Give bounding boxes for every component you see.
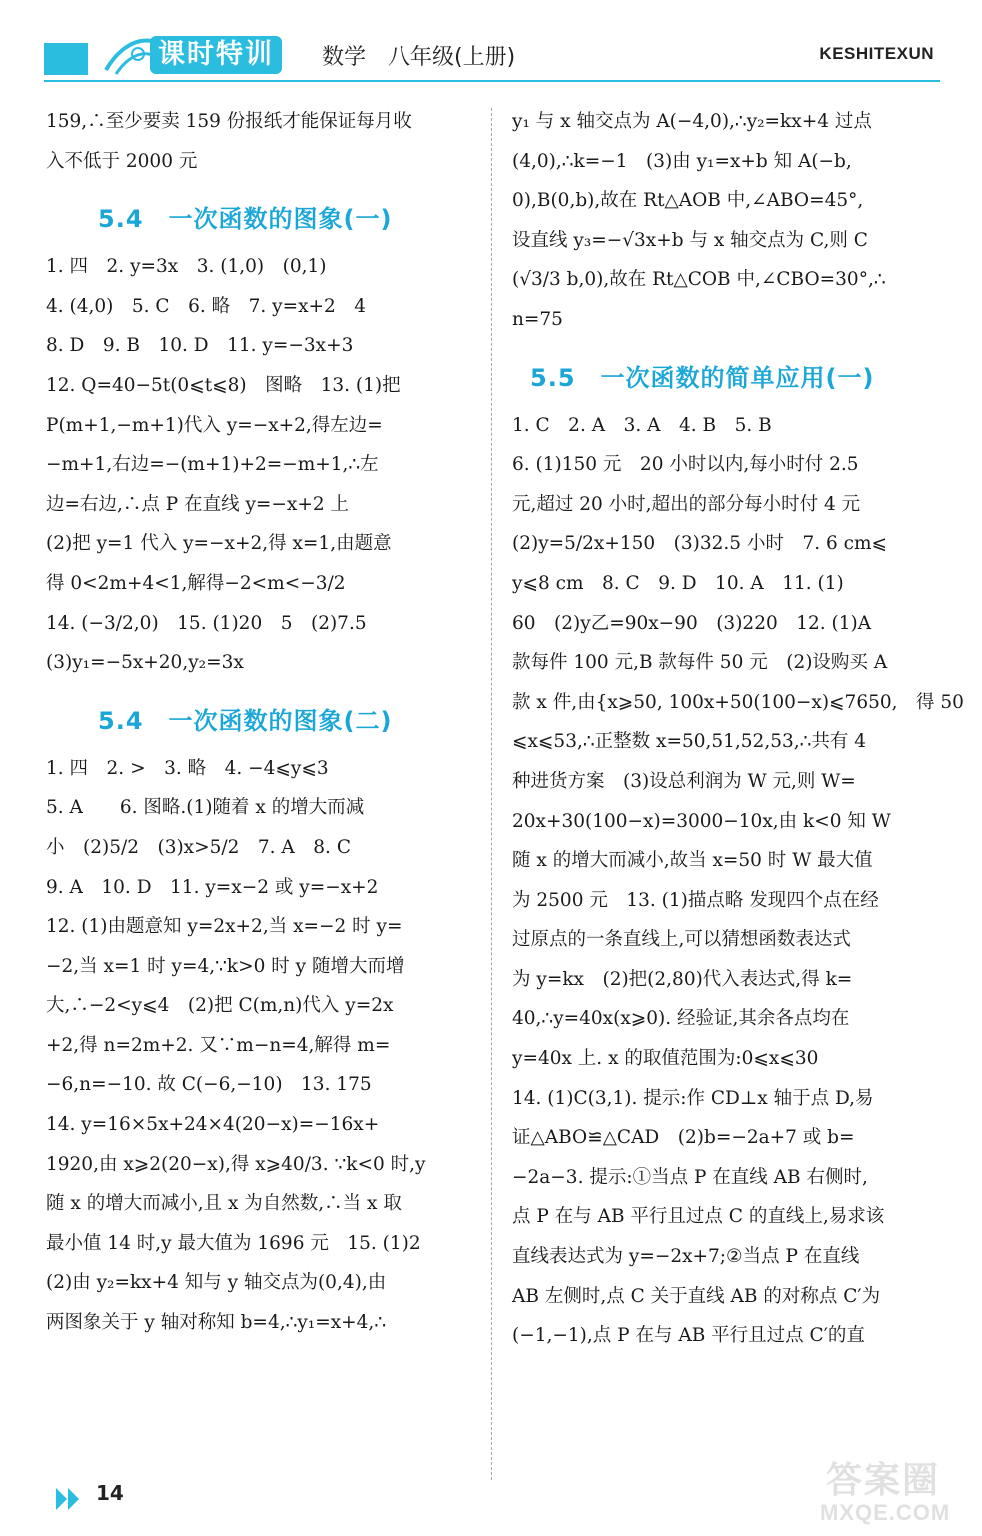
text-line: 证△ABO≌△CAD (2)b=−2a+7 或 b= [512,1127,855,1149]
text-line: P(m+1,−m+1)代入 y=−x+2,得左边= [46,414,383,436]
watermark-url: MXQE.COM [820,1500,951,1525]
text-line: 大,∴−2<y⩽4 (2)把 C(m,n)代入 y=2x [46,995,394,1017]
text-line: (2)y=5/2x+150 (3)32.5 小时 7. 6 cm⩽ [512,533,888,555]
text-line: 60 (2)y乙=90x−90 (3)220 12. (1)A [512,612,872,634]
section-heading: 5.5 一次函数的简单应用(一) [530,363,875,392]
section-heading: 5.4 一次函数的图象(二) [98,706,393,735]
text-line: 边=右边,∴点 P 在直线 y=−x+2 上 [46,493,350,515]
text-line: y=40x 上. x 的取值范围为:0⩽x⩽30 [512,1048,819,1070]
text-line: 14. (−3/2,0) 15. (1)20 5 (2)7.5 [46,612,367,634]
text-line: 得 0<2m+4<1,解得−2<m<−3/2 [46,572,346,594]
section-heading: 5.4 一次函数的图象(一) [98,205,393,234]
text-line: 12. Q=40−5t(0⩽t⩽8) 图略 13. (1)把 [46,374,401,396]
text-line: 两图象关于 y 轴对称知 b=4,∴y₁=x+4,∴ [46,1312,387,1334]
text-line: −m+1,右边=−(m+1)+2=−m+1,∴左 [46,454,379,476]
text-line: 20x+30(100−x)=3000−10x,由 k<0 知 W [512,810,891,832]
text-line: 种进货方案 (3)设总利润为 W 元,则 W= [512,770,856,792]
text-line: 4. (4,0) 5. C 6. 略 7. y=x+2 4 [46,295,367,317]
text-line: 随 x 的增大而减小,故当 x=50 时 W 最大值 [512,850,873,872]
text-line: (4,0),∴k=−1 (3)由 y₁=x+b 知 A(−b, [512,150,852,172]
text-line: 1. 四 2. y=3x 3. (1,0) (0,1) [46,256,327,278]
text-line: (√3/3 b,0),故在 Rt△COB 中,∠CBO=30°,∴ [512,269,886,291]
header-title: 数学 八年级(上册) [322,45,516,70]
text-line: 14. y=16×5x+24×4(20−x)=−16x+ [46,1114,380,1136]
text-line: 14. (1)C(3,1). 提示:作 CD⊥x 轴于点 D,易 [512,1087,874,1109]
text-line: 直线表达式为 y=−2x+7;②当点 P 在直线 [512,1246,860,1268]
text-line: 随 x 的增大而减小,且 x 为自然数,∴当 x 取 [46,1193,402,1215]
text-line: 设直线 y₃=−√3x+b 与 x 轴交点为 C,则 C [512,229,868,251]
text-line: 点 P 在与 AB 平行且过点 C 的直线上,易求该 [512,1206,885,1228]
text-line: (−1,−1),点 P 在与 AB 平行且过点 C′的直 [512,1325,865,1347]
text-line: (2)由 y₂=kx+4 知与 y 轴交点为(0,4),由 [46,1272,387,1294]
text-line: n=75 [512,308,563,330]
text-line: 1. C 2. A 3. A 4. B 5. B [512,414,772,436]
page-number: 14 [96,1481,124,1505]
text-line: 入不低于 2000 元 [46,150,198,172]
text-line: 元,超过 20 小时,超出的部分每小时付 4 元 [512,493,861,515]
text-line: y⩽8 cm 8. C 9. D 10. A 11. (1) [512,572,844,594]
text-line: AB 左侧时,点 C 关于直线 AB 的对称点 C′为 [512,1285,881,1307]
text-line: 小 (2)5/2 (3)x>5/2 7. A 8. C [46,836,351,858]
text-line: 1. 四 2. > 3. 略 4. −4⩽y⩽3 [46,757,329,779]
column-divider [491,108,492,1480]
page-header [0,0,982,95]
text-line: y₁ 与 x 轴交点为 A(−4,0),∴y₂=kx+4 过点 [512,111,872,132]
watermark [790,1452,970,1536]
text-line: 40,∴y=40x(x⩾0). 经验证,其余各点均在 [512,1008,850,1030]
text-line: 款 x 件,由{x⩾50, 100x+50(100−x)⩽7650, 得 50 [512,691,964,713]
text-line: +2,得 n=2m+2. 又∵m−n=4,解得 m= [46,1034,391,1056]
text-line: 为 y=kx (2)把(2,80)代入表达式,得 k= [512,968,853,990]
right-column [512,102,964,1356]
left-column [46,102,476,1343]
text-line: −6,n=−10. 故 C(−6,−10) 13. 175 [46,1074,372,1096]
text-line: 最小值 14 时,y 最大值为 1696 元 15. (1)2 [46,1232,421,1254]
header-rule [44,80,940,82]
watermark-logo-text: 答案圈 [826,1460,941,1501]
text-line: 0),B(0,b),故在 Rt△AOB 中,∠ABO=45°, [512,190,864,212]
text-line: 1920,由 x⩾2(20−x),得 x⩾40/3. ∵k<0 时,y [46,1153,426,1175]
text-line: ⩽x⩽53,∴正整数 x=50,51,52,53,∴共有 4 [512,731,867,753]
logo-text: 课时特训 [150,36,282,74]
header-brand: KESHITEXUN [819,44,934,63]
text-line: −2,当 x=1 时 y=4,∵k>0 时 y 随增大而增 [46,955,405,977]
text-line: 过原点的一条直线上,可以猜想函数表达式 [512,929,851,951]
text-line: 8. D 9. B 10. D 11. y=−3x+3 [46,335,354,357]
text-line: 款每件 100 元,B 款每件 50 元 (2)设购买 A [512,652,888,674]
text-line: 12. (1)由题意知 y=2x+2,当 x=−2 时 y= [46,916,403,938]
header-color-block [44,43,88,75]
text-line: 159,∴至少要卖 159 份报纸才能保证每月收 [46,111,412,132]
text-line: 6. (1)150 元 20 小时以内,每小时付 2.5 [512,454,859,476]
text-line: 5. A 6. 图略.(1)随着 x 的增大而减 [46,797,365,819]
text-line: (2)把 y=1 代入 y=−x+2,得 x=1,由题意 [46,533,392,555]
text-line: (3)y₁=−5x+20,y₂=3x [46,652,244,674]
text-line: −2a−3. 提示:①当点 P 在直线 AB 右侧时, [512,1166,868,1188]
text-line: 为 2500 元 13. (1)描点略 发现四个点在经 [512,889,879,911]
text-line: 9. A 10. D 11. y=x−2 或 y=−x+2 [46,876,379,898]
double-chevron-right-icon [54,1484,84,1514]
